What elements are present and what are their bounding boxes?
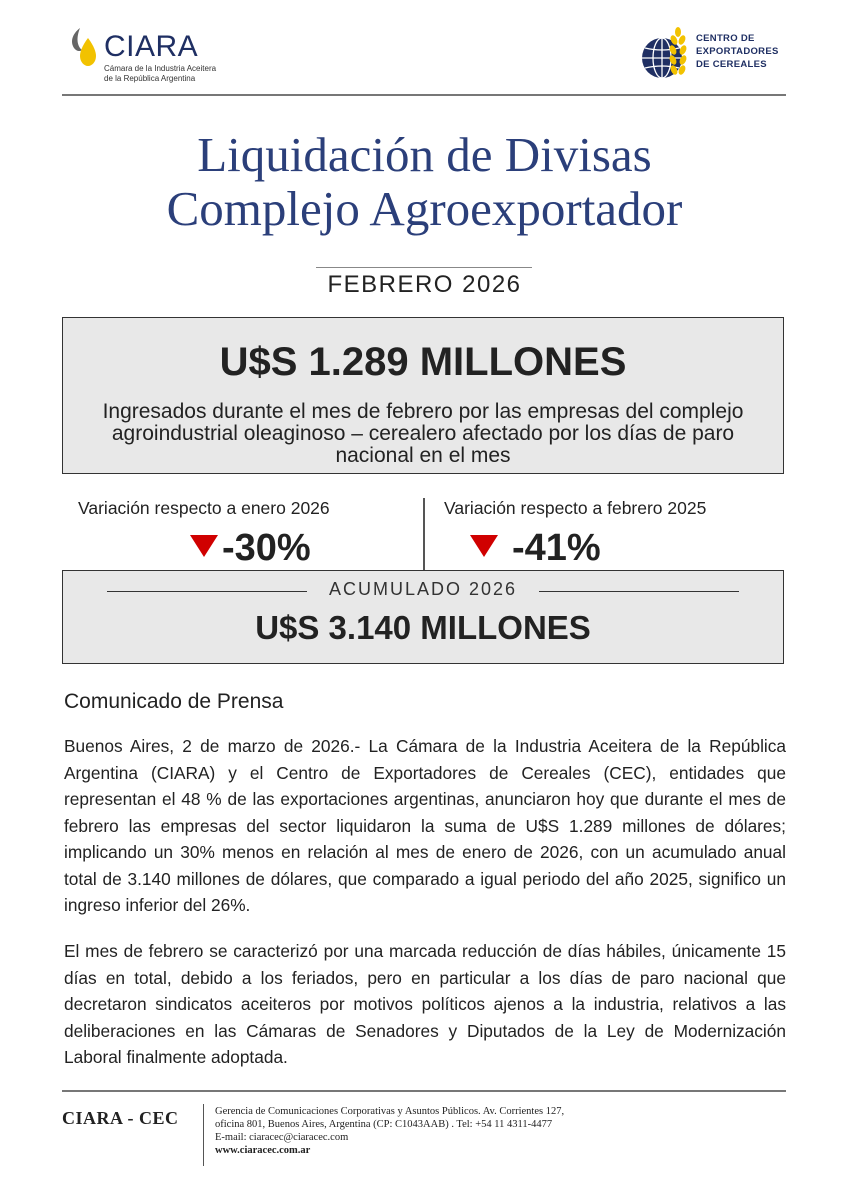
press-paragraph-2: El mes de febrero se caracterizó por una marcada reducción de días hábiles, únicamente 15 días en total, debido a los feriados, pero en particular a los días de paro nacional que decretaron sindicatos aceiteros por motivos políticos ajenos a la industria, relativos a las deliberaciones en las Cámaras de Senadores y Diputados de la Ley de Modernización Laboral finalmente adoptada. bbox=[64, 941, 786, 1067]
footer-vertical-divider bbox=[203, 1104, 204, 1166]
cec-name-line3: DE CEREALES bbox=[696, 59, 767, 70]
cec-logo bbox=[638, 24, 798, 88]
title-divider bbox=[316, 267, 532, 268]
down-arrow-icon bbox=[470, 535, 498, 557]
ciara-name: CIARA bbox=[104, 30, 199, 63]
footer-website-link[interactable]: www.ciaracec.com.ar bbox=[215, 1145, 311, 1156]
monthly-total-box bbox=[62, 317, 784, 474]
variation-feb-value: -41% bbox=[512, 527, 601, 569]
cec-name-line2: EXPORTADORES bbox=[696, 46, 779, 57]
monthly-description: Ingresados durante el mes de febrero por las empresas del complejo agroindustrial oleaginoso – cerealero afectado por los días de paro nacional en el mes bbox=[102, 400, 744, 467]
footer-email[interactable]: E-mail: ciaracec@ciaracec.com bbox=[215, 1132, 349, 1143]
page-title bbox=[0, 128, 849, 236]
variation-feb-label: Variación respecto a febrero 2025 bbox=[444, 498, 707, 518]
ciara-subtitle bbox=[104, 64, 216, 84]
title-line1: Liquidación de Divisas bbox=[197, 127, 652, 182]
globe-wheat-icon bbox=[638, 24, 694, 86]
down-arrow-icon bbox=[190, 535, 218, 557]
press-release-title: Comunicado de Prensa bbox=[64, 690, 284, 713]
variation-jan-value: -30% bbox=[222, 527, 311, 569]
variation-jan bbox=[190, 527, 311, 570]
variation-divider bbox=[423, 498, 425, 572]
footer-contact bbox=[215, 1105, 564, 1157]
footer-divider bbox=[62, 1090, 786, 1092]
ciara-subtitle-line2: de la República Argentina bbox=[104, 74, 196, 83]
oil-drop-icon bbox=[66, 24, 102, 68]
cec-name-line1: CENTRO DE bbox=[696, 33, 755, 44]
variation-feb bbox=[470, 527, 601, 570]
ciara-subtitle-line1: Cámara de la Industria Aceitera bbox=[104, 64, 217, 73]
footer-line2: oficina 801, Buenos Aires, Argentina (CP: C1043AAB) . Tel: +54 11 4311-4477 bbox=[215, 1119, 553, 1130]
footer-line1: Gerencia de Comunicaciones Corporativas y Asuntos Públicos. Av. Corrientes 127, bbox=[215, 1106, 565, 1117]
accumulated-amount: U$S 3.140 MILLONES bbox=[255, 609, 591, 646]
ciara-logo bbox=[66, 24, 236, 94]
variation-jan-label: Variación respecto a enero 2026 bbox=[78, 498, 330, 518]
report-month: FEBRERO 2026 bbox=[327, 271, 522, 298]
title-line2: Complejo Agroexportador bbox=[166, 181, 683, 236]
accumulated-label: ACUMULADO 2026 bbox=[328, 579, 518, 599]
accumulated-box bbox=[62, 570, 784, 664]
cec-name bbox=[696, 32, 779, 71]
monthly-amount: U$S 1.289 MILLONES bbox=[219, 340, 627, 384]
header-divider bbox=[62, 94, 786, 96]
footer-brand: CIARA - CEC bbox=[62, 1108, 179, 1128]
press-paragraph-1: Buenos Aires, 2 de marzo de 2026.- La Cámara de la Industria Aceitera de la República Argentina (CIARA) y el Centro de Exportadores de Cereales (CEC), entidades que representan el 48 % de las exportaciones argentinas, anunciaron hoy que durante el mes de febrero las empresas del sector liquidaron la suma de U$S 1.289 millones de dólares; implicando un 30% menos en relación al mes de enero de 2026, con un acumulado anual total de 3.140 millones de dólares, que comparado a igual periodo del año 2025, significo un ingreso inferior del 26%. bbox=[64, 736, 786, 915]
